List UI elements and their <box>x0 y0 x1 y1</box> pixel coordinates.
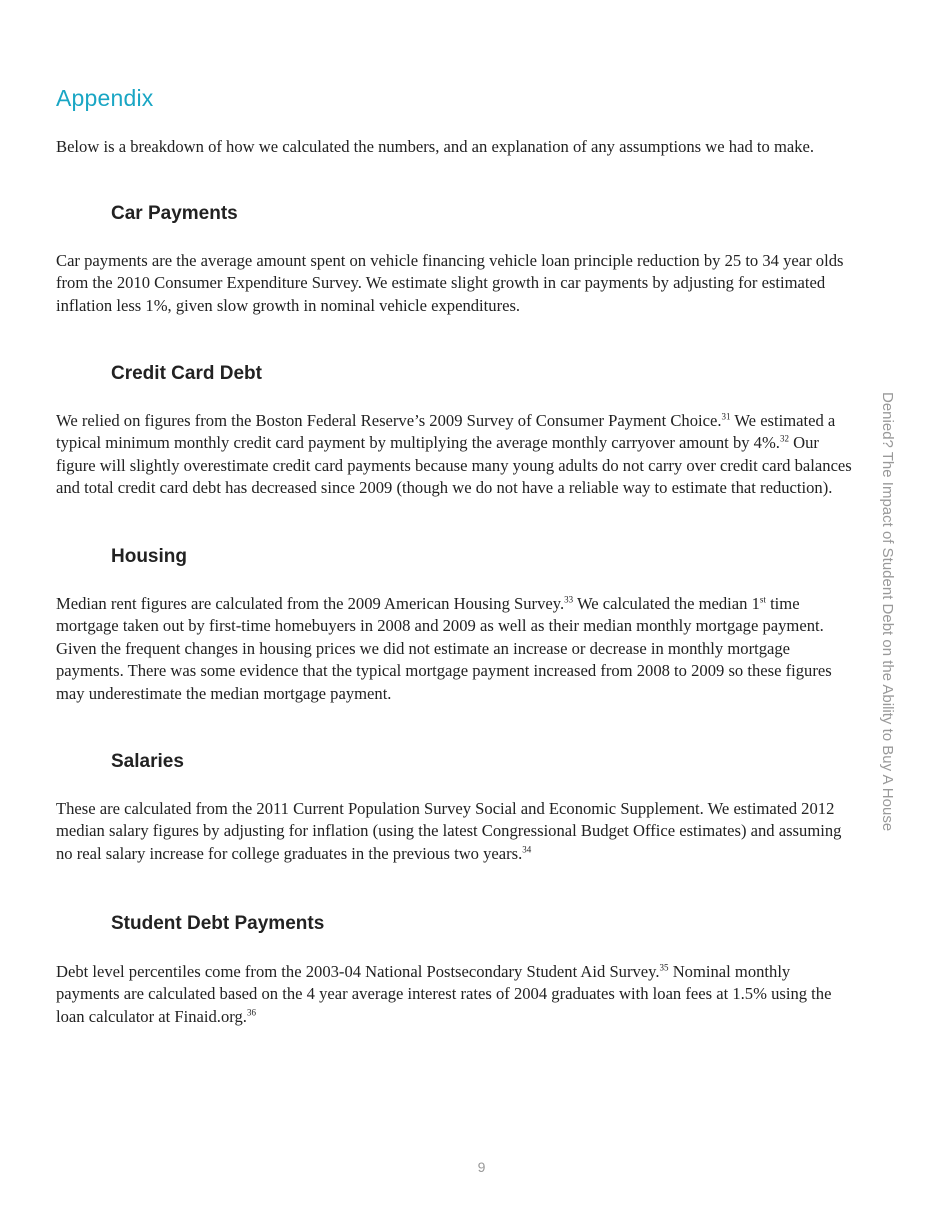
credit-card-paragraph <box>56 410 856 500</box>
footnote-35: 35 <box>659 962 669 973</box>
heading-car-payments: Car Payments <box>111 203 238 224</box>
ordinal-suffix: st <box>759 594 766 605</box>
heading-salaries: Salaries <box>111 751 184 772</box>
housing-text-c: time mortgage taken out by first-time homebuyers in 2008 and 2009 as well as their median monthly mortgage payment. Given the frequent changes in housing prices we did not estimate an increase or decrease in monthly mortgage payments. There was some evidence that the typical mortgage payment increased from 2008 to 2009 so these figures may underestimate the median mortgage payment. <box>56 594 832 703</box>
car-payments-paragraph: Car payments are the average amount spent on vehicle financing vehicle loan principle reduction by 25 to 34 year olds from the 2010 Consumer Expenditure Survey. We estimate slight growth in car payments by adjusting for estimated inflation less 1%, given slow growth in nominal vehicle expenditures. <box>56 251 844 315</box>
credit-text-a: We relied on figures from the Boston Federal Reserve’s 2009 Survey of Consumer Payment Choice. <box>56 411 722 430</box>
salaries-text-a: These are calculated from the 2011 Current Population Survey Social and Economic Supplement. We estimated 2012 median salary figures by adjusting for inflation (using the latest Congressional Budget Office estimates) and assuming no real salary increase for college graduates in the previous two years. <box>56 799 842 863</box>
footnote-34: 34 <box>522 844 532 855</box>
credit-text-c: Our figure will slightly overestimate credit card payments because many young adults do not carry over credit card balances and total credit card debt has decreased since 2009 (though we do not have a reliable way to estimate that reduction). <box>56 433 852 498</box>
housing-text-b: We calculated the median 1 <box>573 594 760 613</box>
footnote-33: 33 <box>564 594 574 605</box>
footnote-32: 32 <box>779 433 789 444</box>
page-number: 9 <box>477 1159 486 1175</box>
side-running-title: Denied? The Impact of Student Debt on the Ability to Buy A House <box>879 392 896 832</box>
heading-credit-card-debt: Credit Card Debt <box>111 363 262 384</box>
footnote-31: 31 <box>721 411 731 422</box>
housing-text-a: Median rent figures are calculated from the 2009 American Housing Survey. <box>56 594 565 613</box>
student-text-a: Debt level percentiles come from the 2003-04 National Postsecondary Student Aid Survey. <box>56 962 660 981</box>
heading-student-debt-payments: Student Debt Payments <box>111 913 325 934</box>
heading-housing: Housing <box>111 546 187 567</box>
student-debt-paragraph <box>56 961 856 1028</box>
page-title: Appendix <box>56 85 154 111</box>
student-text-b: Nominal monthly payments are calculated based on the 4 year average interest rates of 2004 graduates with loan fees at 1.5% using the loan calculator at Finaid.org. <box>56 962 832 1026</box>
footnote-36: 36 <box>246 1007 256 1018</box>
salaries-paragraph <box>56 798 856 865</box>
housing-paragraph <box>56 593 856 705</box>
credit-text-b: We estimated a typical minimum monthly credit card payment by multiplying the average monthly carryover amount by 4%. <box>56 411 836 453</box>
intro-paragraph: Below is a breakdown of how we calculated the numbers, and an explanation of any assumptions we had to make. <box>56 137 815 156</box>
